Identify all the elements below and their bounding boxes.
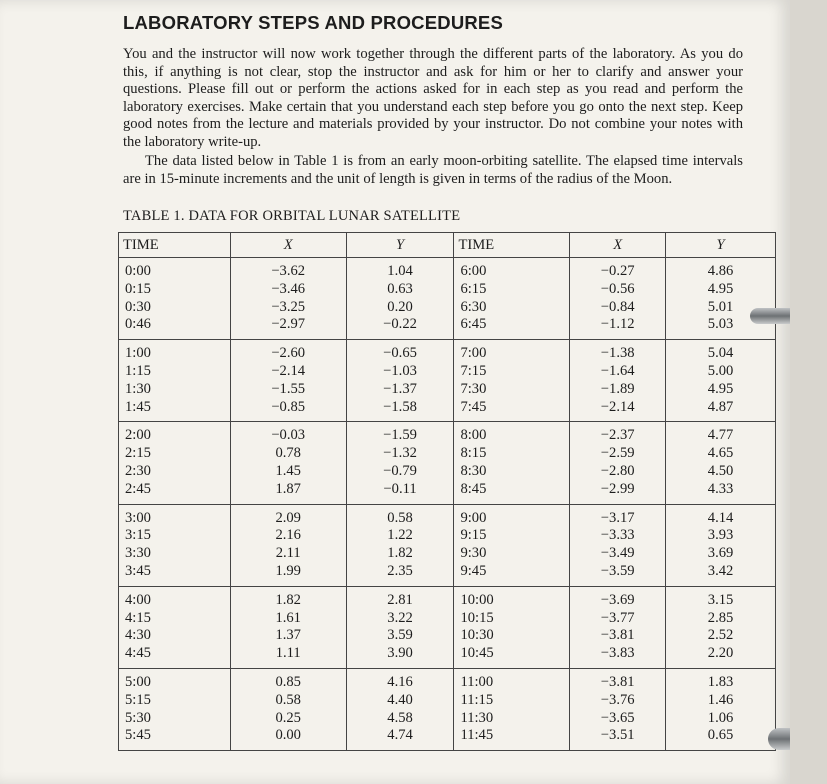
table-value: 5:30 (125, 709, 151, 726)
table-value: 6:00 (460, 263, 487, 279)
table-value: −3.62 (271, 263, 306, 279)
table-row (119, 258, 776, 340)
table-value: 0.78 (275, 445, 301, 462)
table-value: 0.65 (707, 727, 734, 744)
table-value: 2:30 (125, 462, 151, 479)
y-value-cell (346, 668, 454, 750)
table-value: −1.03 (383, 362, 417, 379)
table-value: −2.97 (271, 316, 306, 333)
table-value: 6:30 (460, 298, 487, 315)
time-cell (119, 422, 231, 504)
table-value: 1.45 (275, 462, 301, 479)
table-value: 4.95 (707, 280, 734, 297)
table-value: −3.33 (600, 527, 635, 544)
table-value: 4.65 (707, 445, 734, 462)
time-cell (454, 340, 570, 422)
header-x-1: X (230, 233, 346, 258)
table-value: −1.38 (600, 345, 635, 362)
table-value: 3.90 (387, 645, 413, 662)
time-cell (454, 504, 570, 586)
table-value: 1.22 (387, 527, 413, 544)
header-time-2: TIME (454, 233, 570, 258)
table-value: −3.25 (271, 298, 306, 315)
table-value: 1:00 (125, 345, 151, 362)
table-value: 0.20 (387, 298, 413, 315)
table-value: 1.83 (707, 673, 734, 690)
table-value: 1.11 (275, 645, 301, 662)
table-value: 1.04 (387, 263, 413, 279)
table-value: −1.32 (383, 445, 417, 462)
table-value: 1.87 (275, 480, 301, 497)
table-value: 0:00 (125, 263, 151, 279)
table-value: 7:00 (460, 345, 487, 362)
table-value: 0:15 (125, 280, 151, 297)
table-value: 10:30 (460, 627, 494, 644)
time-cell (119, 258, 231, 340)
table-value: −1.58 (383, 398, 417, 415)
table-value: 1.46 (707, 691, 734, 708)
y-value-cell (346, 504, 454, 586)
table-value: −0.11 (383, 480, 417, 497)
table-value: −2.14 (271, 362, 306, 379)
table-value: 2.85 (707, 609, 734, 626)
table-value: 8:45 (460, 480, 487, 497)
table-row (119, 340, 776, 422)
time-cell (119, 586, 231, 668)
table-value: 1.61 (275, 609, 301, 626)
table-caption: TABLE 1. DATA FOR ORBITAL LUNAR SATELLITE (123, 208, 461, 224)
table-value: 7:30 (460, 380, 487, 397)
table-value: 2:15 (125, 445, 151, 462)
table-value: −0.85 (271, 398, 306, 415)
table-value: −2.80 (600, 462, 635, 479)
header-time-1: TIME (119, 233, 231, 258)
table-row (119, 586, 776, 668)
table-value: 11:15 (460, 691, 494, 708)
table-value: −3.59 (600, 562, 635, 579)
table-value: 2.35 (387, 562, 413, 579)
table-value: −0.79 (383, 462, 417, 479)
binder-ring (768, 728, 790, 750)
table-value: −0.65 (383, 345, 417, 362)
table-value: 2.81 (387, 591, 413, 608)
table-value: −3.17 (600, 509, 635, 526)
table-value: 9:30 (460, 545, 487, 562)
x-value-cell (230, 422, 346, 504)
table-value: 4.95 (707, 380, 734, 397)
table-value: 7:45 (460, 398, 487, 415)
x-value-cell (570, 258, 666, 340)
time-cell (454, 258, 570, 340)
table-value: −1.89 (600, 380, 635, 397)
table-value: −1.55 (271, 380, 306, 397)
y-value-cell (346, 422, 454, 504)
table-value: 4.40 (387, 691, 413, 708)
data-description-paragraph: The data listed below in Table 1 is from an early moon-orbiting satellite. The elapsed time intervals are in 15-minute increments and the unit of length is given in terms of the radius of the Moon. (123, 153, 743, 187)
table-value: −1.37 (383, 380, 417, 397)
y-value-cell (346, 340, 454, 422)
x-value-cell (230, 586, 346, 668)
table-value: 4.74 (387, 727, 413, 744)
time-cell (119, 504, 231, 586)
table-value: 10:15 (460, 609, 494, 626)
table-value: −3.65 (600, 709, 635, 726)
table-value: 0:46 (125, 316, 151, 333)
table-value: 0.00 (275, 727, 301, 744)
table-value: −3.83 (600, 645, 635, 662)
table-value: 1.06 (707, 709, 734, 726)
table-value: −0.27 (600, 263, 635, 279)
x-value-cell (570, 504, 666, 586)
table-value: 5.03 (707, 316, 734, 333)
table-value: 4:15 (125, 609, 151, 626)
table-value: 6:45 (460, 316, 487, 333)
page-heading: LABORATORY STEPS AND PROCEDURES (123, 12, 504, 33)
time-cell (454, 668, 570, 750)
intro-paragraph: You and the instructor will now work together through the different parts of the laboratory. As you do this, if anything is not clear, stop the instructor and ask for him or her to clarify and answer your questions. Please fill out or perform the actions asked for in each step as you read and perform the laboratory exercises. Make certain that you understand each step before you go onto the next step. Keep good notes from the lecture and materials provided by your instructor. Do not combine your notes with the laboratory write-up. (123, 46, 743, 150)
table-value: 7:15 (460, 362, 487, 379)
table-value: 3.42 (707, 562, 734, 579)
table-value: 4.86 (707, 263, 734, 279)
table-value: 3.69 (707, 545, 734, 562)
table-body (119, 258, 776, 751)
table-value: 5.04 (707, 345, 734, 362)
table-value: 0:30 (125, 298, 151, 315)
table-value: 9:45 (460, 562, 487, 579)
y-value-cell (666, 258, 776, 340)
table-value: 4:45 (125, 645, 151, 662)
time-cell (454, 586, 570, 668)
table-value: 2.16 (275, 527, 301, 544)
table-value: 8:15 (460, 445, 487, 462)
table-value: −3.49 (600, 545, 635, 562)
table-value: 9:00 (460, 509, 487, 526)
table-value: −0.22 (383, 316, 417, 333)
y-value-cell (666, 422, 776, 504)
table-value: 3:45 (125, 562, 151, 579)
x-value-cell (570, 340, 666, 422)
table-value: 4.77 (707, 427, 734, 444)
table-value: −0.84 (600, 298, 635, 315)
table-value: 3.59 (387, 627, 413, 644)
table-value: −3.81 (600, 627, 635, 644)
table-value: 4.50 (707, 462, 734, 479)
table-value: 10:00 (460, 591, 494, 608)
table-value: 0.63 (387, 280, 413, 297)
table-value: −3.76 (600, 691, 635, 708)
table-value: 3:30 (125, 545, 151, 562)
header-y-1: Y (346, 233, 454, 258)
header-y-2: Y (666, 233, 776, 258)
table-value: −1.12 (600, 316, 635, 333)
x-value-cell (230, 258, 346, 340)
y-value-cell (666, 668, 776, 750)
table-value: 8:30 (460, 462, 487, 479)
orbital-data-table (118, 232, 776, 751)
y-value-cell (666, 340, 776, 422)
table-value: 2.09 (275, 509, 301, 526)
table-value: 0.85 (275, 673, 301, 690)
table-value: 4:30 (125, 627, 151, 644)
table-value: −2.14 (600, 398, 635, 415)
x-value-cell (570, 668, 666, 750)
table-value: 2.11 (275, 545, 301, 562)
table-value: 4:00 (125, 591, 151, 608)
table-value: 1.99 (275, 562, 301, 579)
table-value: −1.64 (600, 362, 635, 379)
table-value: 8:00 (460, 427, 487, 444)
table-value: −2.59 (600, 445, 635, 462)
table-value: 11:30 (460, 709, 494, 726)
table-value: 2:45 (125, 480, 151, 497)
header-x-2: X (570, 233, 666, 258)
table-header-row (119, 233, 776, 258)
table-value: 2.20 (707, 645, 734, 662)
table-value: −2.60 (271, 345, 306, 362)
table-value: 5:15 (125, 691, 151, 708)
table-value: 5:00 (125, 673, 151, 690)
table-value: 3.22 (387, 609, 413, 626)
table-value: 0.58 (275, 691, 301, 708)
table-value: 1:45 (125, 398, 151, 415)
table-value: 1:15 (125, 362, 151, 379)
table-value: 1.82 (275, 591, 301, 608)
x-value-cell (570, 422, 666, 504)
table-value: −3.69 (600, 591, 635, 608)
table-value: 3.93 (707, 527, 734, 544)
table-row (119, 504, 776, 586)
table-value: 2.52 (707, 627, 734, 644)
x-value-cell (230, 668, 346, 750)
table-value: 4.87 (707, 398, 734, 415)
table-value: 5.00 (707, 362, 734, 379)
table-value: 0.25 (275, 709, 301, 726)
time-cell (119, 340, 231, 422)
table-value: 1.37 (275, 627, 301, 644)
table-value: −1.59 (383, 427, 417, 444)
table-value: 1.82 (387, 545, 413, 562)
table-value: 0.58 (387, 509, 413, 526)
table-value: 3:00 (125, 509, 151, 526)
table-value: 11:45 (460, 727, 494, 744)
table-value: 4.14 (707, 509, 734, 526)
time-cell (454, 422, 570, 504)
table-value: 6:15 (460, 280, 487, 297)
table-value: 3.15 (707, 591, 734, 608)
x-value-cell (230, 504, 346, 586)
table-row (119, 422, 776, 504)
table-value: 11:00 (460, 673, 494, 690)
table-value: −3.46 (271, 280, 306, 297)
table-value: 1:30 (125, 380, 151, 397)
table-value: −3.77 (600, 609, 635, 626)
binder-ring (750, 308, 790, 324)
table-value: 4.33 (707, 480, 734, 497)
table-value: 10:45 (460, 645, 494, 662)
table-value: 5.01 (707, 298, 734, 315)
table-value: 5:45 (125, 727, 151, 744)
table-value: 9:15 (460, 527, 487, 544)
y-value-cell (666, 504, 776, 586)
table-value: −3.81 (600, 673, 635, 690)
time-cell (119, 668, 231, 750)
x-value-cell (570, 586, 666, 668)
table-value: −0.56 (600, 280, 635, 297)
table-value: −3.51 (600, 727, 635, 744)
table-row (119, 668, 776, 750)
table-value: −0.03 (271, 427, 306, 444)
table-value: 4.58 (387, 709, 413, 726)
table-value: −2.37 (600, 427, 635, 444)
y-value-cell (666, 586, 776, 668)
y-value-cell (346, 586, 454, 668)
table-value: −2.99 (600, 480, 635, 497)
table-value: 4.16 (387, 673, 413, 690)
y-value-cell (346, 258, 454, 340)
table-value: 3:15 (125, 527, 151, 544)
table-value: 2:00 (125, 427, 151, 444)
x-value-cell (230, 340, 346, 422)
